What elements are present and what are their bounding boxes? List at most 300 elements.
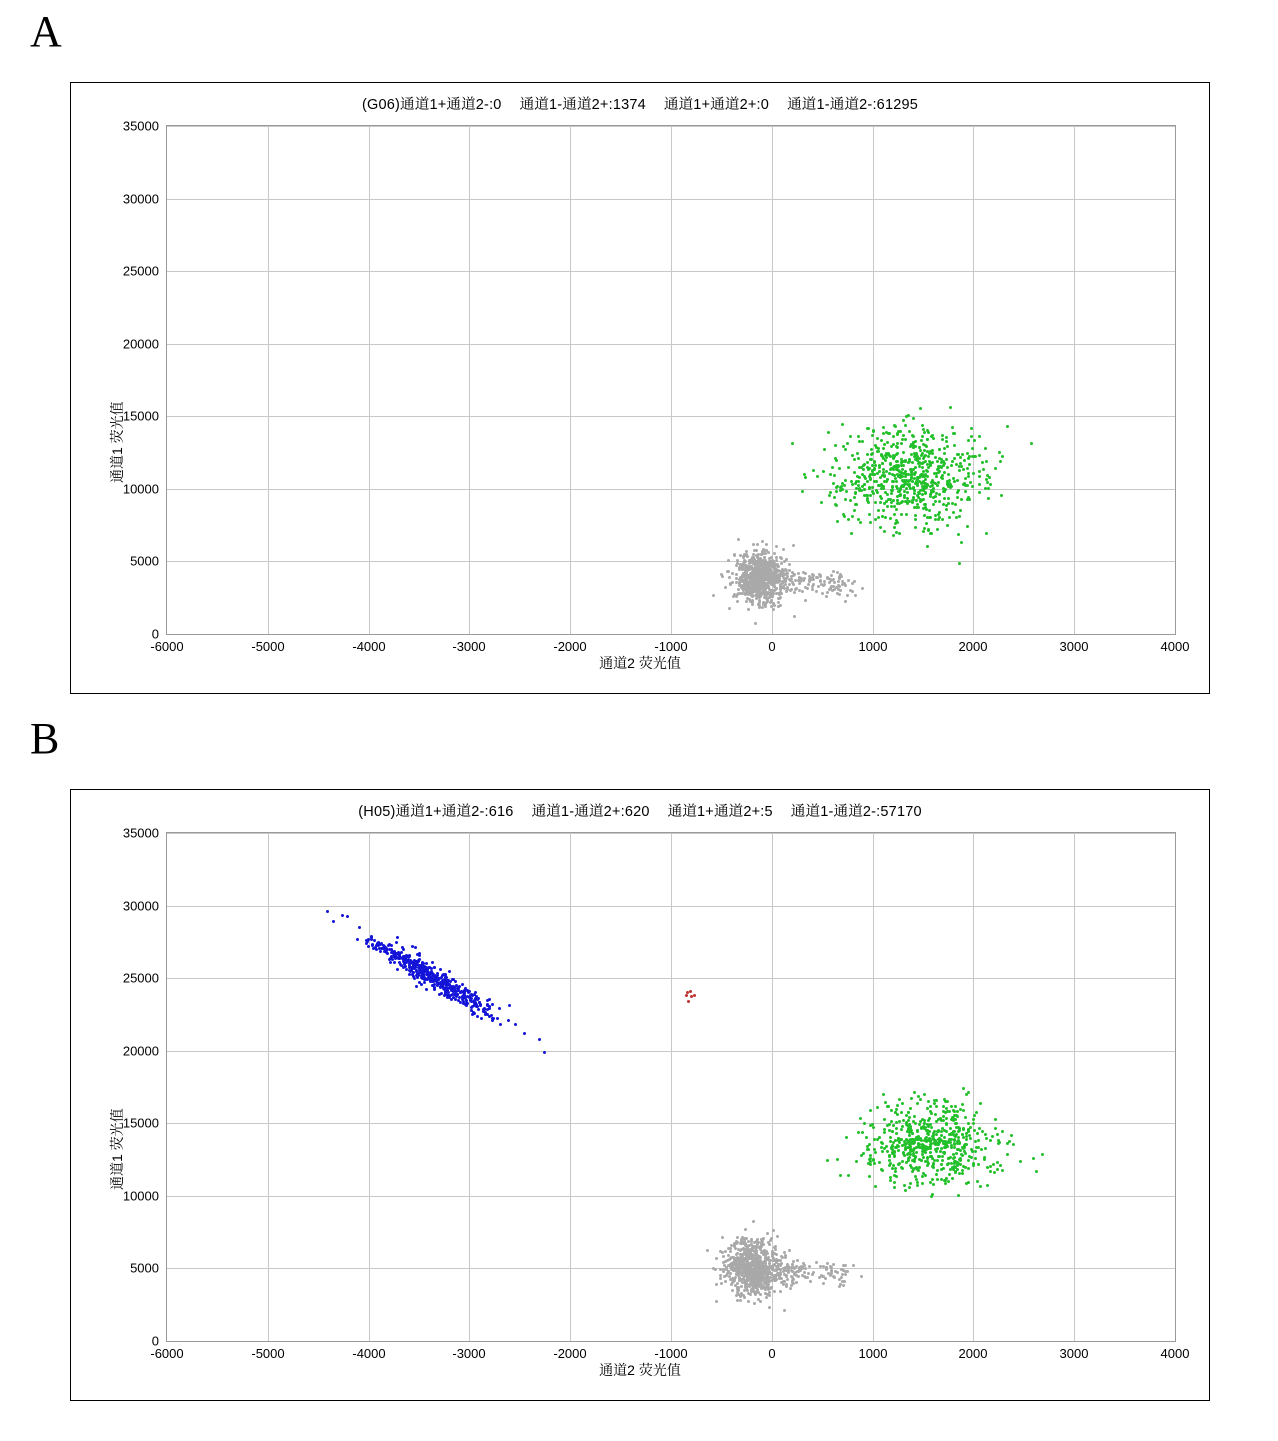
scatter-point xyxy=(786,1278,789,1281)
scatter-point xyxy=(457,986,460,989)
scatter-point xyxy=(874,501,877,504)
scatter-point xyxy=(819,575,822,578)
scatter-point xyxy=(930,1195,933,1198)
scatter-point xyxy=(849,499,852,502)
scatter-point xyxy=(783,1309,786,1312)
scatter-point xyxy=(936,1159,939,1162)
scatter-point xyxy=(938,500,941,503)
scatter-point xyxy=(892,468,895,471)
scatter-point xyxy=(777,565,780,568)
scatter-point xyxy=(817,585,820,588)
scatter-point xyxy=(819,579,822,582)
gridline-vertical xyxy=(671,833,672,1341)
scatter-point xyxy=(941,438,944,441)
scatter-point xyxy=(804,1267,807,1270)
scatter-point xyxy=(853,509,856,512)
scatter-point xyxy=(1001,1169,1004,1172)
scatter-point xyxy=(967,1167,970,1170)
scatter-point xyxy=(927,1119,930,1122)
scatter-point xyxy=(861,440,864,443)
scatter-point xyxy=(715,1257,718,1260)
scatter-point xyxy=(999,1164,1002,1167)
scatter-point xyxy=(958,515,961,518)
scatter-point xyxy=(782,548,785,551)
scatter-point xyxy=(916,1184,919,1187)
scatter-point xyxy=(832,482,835,485)
scatter-point xyxy=(921,481,924,484)
scatter-point xyxy=(780,562,783,565)
scatter-point xyxy=(994,1118,997,1121)
scatter-point xyxy=(783,1251,786,1254)
scatter-point xyxy=(956,496,959,499)
panel-a-title-seg-3: 通道1+通道2+:0 xyxy=(663,97,770,113)
scatter-point xyxy=(926,1164,929,1167)
scatter-point xyxy=(918,476,921,479)
scatter-point xyxy=(901,500,904,503)
scatter-point xyxy=(918,461,921,464)
scatter-point xyxy=(845,1136,848,1139)
scatter-point xyxy=(1010,1134,1013,1137)
scatter-point xyxy=(744,1259,747,1262)
scatter-point xyxy=(890,505,893,508)
scatter-point xyxy=(796,1259,799,1262)
scatter-point xyxy=(879,526,882,529)
scatter-point xyxy=(523,1032,526,1035)
scatter-point xyxy=(873,1162,876,1165)
scatter-point xyxy=(747,1262,750,1265)
scatter-point xyxy=(953,1134,956,1137)
gridline-vertical xyxy=(268,126,269,634)
scatter-point xyxy=(836,520,839,523)
scatter-point xyxy=(840,485,843,488)
scatter-point xyxy=(452,996,455,999)
scatter-point xyxy=(770,599,773,602)
scatter-point xyxy=(908,430,911,433)
y-tick-label: 10000 xyxy=(122,481,159,497)
scatter-point xyxy=(753,1302,756,1305)
scatter-point xyxy=(766,1232,769,1235)
scatter-point xyxy=(790,578,793,581)
scatter-point xyxy=(889,1140,892,1143)
scatter-point xyxy=(918,446,921,449)
scatter-point xyxy=(940,1163,943,1166)
scatter-point xyxy=(934,514,937,517)
scatter-point xyxy=(723,1275,726,1278)
scatter-point xyxy=(947,502,950,505)
scatter-point xyxy=(929,1151,932,1154)
scatter-point xyxy=(907,1111,910,1114)
scatter-point xyxy=(792,544,795,547)
x-tick-label: -5000 xyxy=(251,1346,285,1361)
scatter-point xyxy=(748,560,751,563)
scatter-point xyxy=(997,1142,1000,1145)
panel-b-y-axis-label: 通道1 荧光值 xyxy=(109,1108,125,1190)
panel-b-x-axis-label: 通道2 荧光值 xyxy=(599,1362,681,1378)
gridline-horizontal xyxy=(167,271,1175,272)
scatter-point xyxy=(792,583,795,586)
scatter-point xyxy=(766,593,769,596)
scatter-point xyxy=(949,406,952,409)
scatter-point xyxy=(719,1274,722,1277)
scatter-point xyxy=(886,493,889,496)
scatter-point xyxy=(950,1105,953,1108)
scatter-point xyxy=(886,1105,889,1108)
scatter-point xyxy=(851,515,854,518)
gridline-vertical xyxy=(570,126,571,634)
scatter-point xyxy=(844,479,847,482)
scatter-point xyxy=(438,993,441,996)
scatter-point xyxy=(843,484,846,487)
scatter-point xyxy=(794,588,797,591)
scatter-point xyxy=(408,966,411,969)
scatter-point xyxy=(341,914,344,917)
scatter-point xyxy=(685,994,688,997)
scatter-point xyxy=(425,962,428,965)
scatter-point xyxy=(712,594,715,597)
scatter-point xyxy=(371,943,374,946)
scatter-point xyxy=(920,439,923,442)
gridline-horizontal xyxy=(167,126,1175,127)
scatter-point xyxy=(423,976,426,979)
scatter-point xyxy=(869,521,872,524)
scatter-point xyxy=(895,1127,898,1130)
scatter-point xyxy=(916,1129,919,1132)
x-tick-label: 2000 xyxy=(958,1346,988,1361)
scatter-point xyxy=(823,448,826,451)
scatter-point xyxy=(740,1285,743,1288)
scatter-point xyxy=(430,971,433,974)
scatter-point xyxy=(909,1107,912,1110)
scatter-point xyxy=(946,524,949,527)
scatter-point xyxy=(477,1008,480,1011)
scatter-point xyxy=(839,489,842,492)
scatter-point xyxy=(730,1283,733,1286)
scatter-point xyxy=(883,480,886,483)
scatter-point xyxy=(461,983,464,986)
scatter-point xyxy=(947,1180,950,1183)
scatter-point xyxy=(880,454,883,457)
scatter-point xyxy=(498,1007,501,1010)
gridline-vertical xyxy=(1074,833,1075,1341)
scatter-point xyxy=(974,1150,977,1153)
x-tick-label: 1000 xyxy=(858,639,888,654)
scatter-point xyxy=(831,466,834,469)
scatter-point xyxy=(747,1292,750,1295)
scatter-point xyxy=(832,1263,835,1266)
scatter-point xyxy=(951,426,954,429)
scatter-point xyxy=(943,471,946,474)
gridline-vertical xyxy=(973,126,974,634)
scatter-point xyxy=(891,1167,894,1170)
scatter-point xyxy=(937,513,940,516)
scatter-point xyxy=(931,1193,934,1196)
x-tick-label: -1000 xyxy=(654,639,688,654)
scatter-point xyxy=(946,1100,949,1103)
scatter-point xyxy=(886,441,889,444)
scatter-point xyxy=(721,1236,724,1239)
scatter-point xyxy=(985,532,988,535)
scatter-point xyxy=(901,438,904,441)
scatter-point xyxy=(984,1133,987,1136)
scatter-point xyxy=(913,1115,916,1118)
scatter-point xyxy=(880,439,883,442)
scatter-point xyxy=(922,443,925,446)
scatter-point xyxy=(784,1256,787,1259)
scatter-point xyxy=(923,527,926,530)
scatter-point xyxy=(883,1147,886,1150)
scatter-point xyxy=(985,460,988,463)
scatter-point xyxy=(374,946,377,949)
scatter-point xyxy=(759,1300,762,1303)
scatter-point xyxy=(943,497,946,500)
scatter-point xyxy=(751,571,754,574)
scatter-point xyxy=(390,944,393,947)
scatter-point xyxy=(954,1166,957,1169)
scatter-point xyxy=(984,447,987,450)
scatter-point xyxy=(953,432,956,435)
scatter-point xyxy=(935,1105,938,1108)
scatter-point xyxy=(904,438,907,441)
scatter-point xyxy=(751,603,754,606)
x-tick-label: 3000 xyxy=(1059,1346,1089,1361)
scatter-point xyxy=(448,970,451,973)
scatter-point xyxy=(842,513,845,516)
scatter-point xyxy=(982,468,985,471)
scatter-point xyxy=(930,491,933,494)
panel-a-x-axis-label: 通道2 荧光值 xyxy=(599,655,681,671)
scatter-point xyxy=(842,1284,845,1287)
scatter-point xyxy=(725,1266,728,1269)
scatter-point xyxy=(934,1113,937,1116)
scatter-point xyxy=(804,599,807,602)
scatter-point xyxy=(689,990,692,993)
scatter-point xyxy=(771,1254,774,1257)
scatter-point xyxy=(1019,1160,1022,1163)
scatter-point xyxy=(947,497,950,500)
scatter-point xyxy=(892,443,895,446)
scatter-point xyxy=(839,1283,842,1286)
scatter-point xyxy=(970,427,973,430)
scatter-point xyxy=(954,1105,957,1108)
scatter-point xyxy=(898,1120,901,1123)
scatter-point xyxy=(851,590,854,593)
scatter-point xyxy=(1041,1153,1044,1156)
scatter-point xyxy=(921,424,924,427)
scatter-point xyxy=(488,998,491,1001)
scatter-point xyxy=(538,1038,541,1041)
scatter-point xyxy=(765,1258,768,1261)
scatter-point xyxy=(905,1123,908,1126)
scatter-point xyxy=(900,464,903,467)
scatter-point xyxy=(846,442,849,445)
scatter-point xyxy=(978,470,981,473)
scatter-point xyxy=(927,1133,930,1136)
scatter-point xyxy=(754,622,757,625)
scatter-point xyxy=(934,500,937,503)
scatter-point xyxy=(803,1271,806,1274)
scatter-point xyxy=(1032,1157,1035,1160)
scatter-point xyxy=(964,490,967,493)
scatter-point xyxy=(902,464,905,467)
scatter-point xyxy=(962,468,965,471)
scatter-point xyxy=(947,473,950,476)
scatter-point xyxy=(898,470,901,473)
scatter-point xyxy=(940,1168,943,1171)
x-tick-label: -5000 xyxy=(251,639,285,654)
scatter-point xyxy=(811,585,814,588)
scatter-point xyxy=(879,501,882,504)
panel-b-letter: B xyxy=(30,714,60,763)
scatter-point xyxy=(746,1277,749,1280)
scatter-point xyxy=(734,1264,737,1267)
scatter-point xyxy=(927,1100,930,1103)
scatter-point xyxy=(894,1170,897,1173)
scatter-point xyxy=(826,1159,829,1162)
scatter-point xyxy=(726,570,729,573)
panel-b-title-seg-4: 通道1-通道2-:57170 xyxy=(790,804,922,820)
scatter-point xyxy=(987,497,990,500)
scatter-point xyxy=(969,1137,972,1140)
scatter-point xyxy=(933,1142,936,1145)
scatter-point xyxy=(720,1282,723,1285)
scatter-point xyxy=(963,459,966,462)
scatter-point xyxy=(1012,1143,1015,1146)
scatter-point xyxy=(928,509,931,512)
scatter-point xyxy=(851,582,854,585)
scatter-point xyxy=(911,461,914,464)
scatter-point xyxy=(868,1175,871,1178)
scatter-point xyxy=(756,1288,759,1291)
scatter-point xyxy=(877,509,880,512)
scatter-point xyxy=(978,483,981,486)
scatter-point xyxy=(439,968,442,971)
gridline-horizontal xyxy=(167,1123,1175,1124)
scatter-point xyxy=(788,563,791,566)
scatter-point xyxy=(785,1285,788,1288)
scatter-point xyxy=(896,452,899,455)
scatter-point xyxy=(941,1155,944,1158)
scatter-point xyxy=(443,994,446,997)
scatter-point xyxy=(411,945,414,948)
scatter-point xyxy=(908,1186,911,1189)
scatter-point xyxy=(854,492,857,495)
scatter-point xyxy=(453,993,456,996)
scatter-point xyxy=(781,582,784,585)
scatter-point xyxy=(861,587,864,590)
x-tick-label: -3000 xyxy=(452,1346,486,1361)
gridline-horizontal xyxy=(167,1051,1175,1052)
scatter-point xyxy=(479,1004,482,1007)
scatter-point xyxy=(799,1269,802,1272)
scatter-point xyxy=(922,530,925,533)
scatter-point xyxy=(724,1280,727,1283)
scatter-point xyxy=(783,1280,786,1283)
scatter-point xyxy=(953,1156,956,1159)
scatter-point xyxy=(934,1139,937,1142)
scatter-point xyxy=(833,496,836,499)
scatter-point xyxy=(909,487,912,490)
scatter-point xyxy=(941,518,944,521)
scatter-point xyxy=(830,574,833,577)
scatter-point xyxy=(735,1253,738,1256)
scatter-point xyxy=(745,1284,748,1287)
y-tick-label: 15000 xyxy=(122,1115,159,1131)
scatter-point xyxy=(759,1279,762,1282)
scatter-point xyxy=(952,1130,955,1133)
scatter-point xyxy=(851,454,854,457)
scatter-point xyxy=(881,1142,884,1145)
scatter-point xyxy=(861,485,864,488)
scatter-point xyxy=(920,1159,923,1162)
scatter-point xyxy=(922,428,925,431)
scatter-point xyxy=(869,1109,872,1112)
scatter-point xyxy=(729,1272,732,1275)
scatter-point xyxy=(994,467,997,470)
scatter-point xyxy=(911,1132,914,1135)
scatter-point xyxy=(402,960,405,963)
scatter-point xyxy=(894,1139,897,1142)
scatter-point xyxy=(942,1142,945,1145)
scatter-point xyxy=(882,1093,885,1096)
scatter-point xyxy=(826,577,829,580)
scatter-point xyxy=(912,1154,915,1157)
scatter-point xyxy=(937,471,940,474)
scatter-point xyxy=(947,1162,950,1165)
scatter-point xyxy=(1006,425,1009,428)
scatter-point xyxy=(895,1132,898,1135)
scatter-point xyxy=(915,499,918,502)
scatter-point xyxy=(885,500,888,503)
scatter-point xyxy=(728,576,731,579)
scatter-point xyxy=(973,439,976,442)
scatter-point xyxy=(976,1180,979,1183)
scatter-point xyxy=(919,1098,922,1101)
scatter-point xyxy=(484,1013,487,1016)
scatter-point xyxy=(884,516,887,519)
scatter-point xyxy=(964,477,967,480)
scatter-point xyxy=(773,585,776,588)
scatter-point xyxy=(693,994,696,997)
scatter-point xyxy=(900,442,903,445)
scatter-point xyxy=(837,580,840,583)
scatter-point xyxy=(907,1159,910,1162)
scatter-point xyxy=(715,1300,718,1303)
scatter-point xyxy=(923,1093,926,1096)
scatter-point xyxy=(408,962,411,965)
scatter-point xyxy=(945,1117,948,1120)
scatter-point xyxy=(402,966,405,969)
scatter-point xyxy=(396,936,399,939)
scatter-point xyxy=(905,1138,908,1141)
scatter-point xyxy=(954,503,957,506)
scatter-point xyxy=(770,564,773,567)
scatter-point xyxy=(847,579,850,582)
scatter-point xyxy=(883,530,886,533)
scatter-point xyxy=(950,464,953,467)
scatter-point xyxy=(789,589,792,592)
scatter-point xyxy=(904,1148,907,1151)
scatter-point xyxy=(898,490,901,493)
scatter-point xyxy=(978,491,981,494)
scatter-point xyxy=(868,513,871,516)
scatter-point xyxy=(859,1117,862,1120)
scatter-point xyxy=(901,1160,904,1163)
scatter-point xyxy=(889,517,892,520)
scatter-point xyxy=(847,1174,850,1177)
scatter-point xyxy=(866,480,869,483)
x-tick-label: 2000 xyxy=(958,639,988,654)
scatter-point xyxy=(853,458,856,461)
